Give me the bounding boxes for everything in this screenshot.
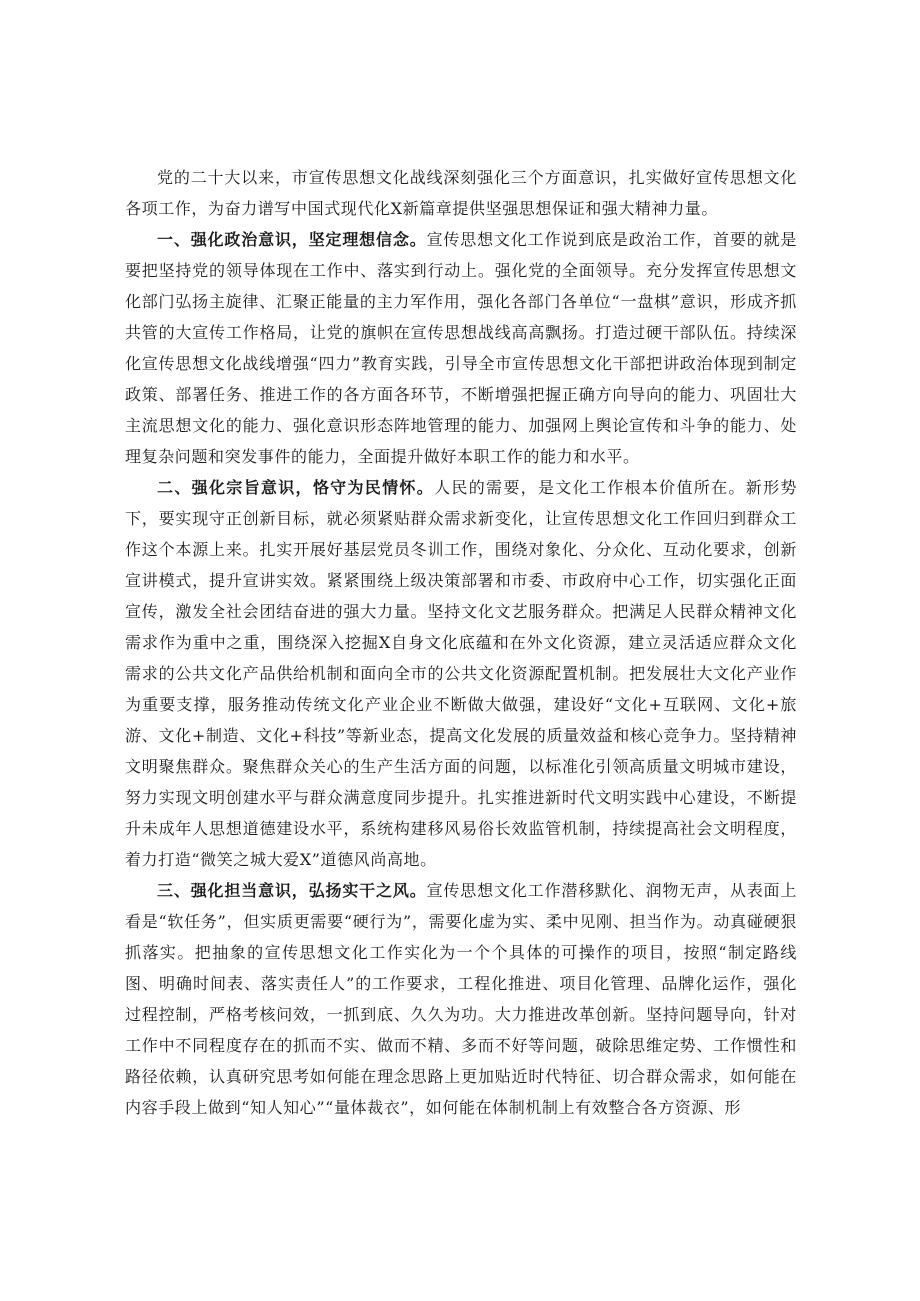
section-responsibility-awareness xyxy=(125,875,797,1123)
section-responsibility-awareness-text: 宣传思想文化工作潜移默化、润物无声，从表面上看是“软任务”，但实质更需要“硬行为”，需要化虚为实、柔中见刚、担当作为。动真碰硬狠抓落实。把抽象的宣传思想文化工作实化为一个个具体的可操作的项目，按照“制定路线图、明确时间表、落实责任人”的工作要求，工程化推进、项目化管理、品牌化运作，强化过程控制，严格考核问效，一抓到底、久久为功。大力推进改革创新。坚持问题导向，针对工作中不同程度存在的抓而不实、做而不精、多而不好等问题，破除思维定势、工作惯性和路径依赖，认真研究思考如何能在理念思路上更加贴近时代特征、切合群众需求，如何能在内容手段上做到“知人知心”“量体裁衣”，如何能在体制机制上有效整合各方资源、形 xyxy=(125,881,797,1117)
section-political-awareness-heading: 一、强化政治意识，坚定理想信念。 xyxy=(157,230,427,249)
section-political-awareness-text: 宣传思想文化工作说到底是政治工作，首要的就是要把坚持党的领导体现在工作中、落实到行动上。强化党的全面领导。充分发挥宣传思想文化部门弘扬主旋律、汇聚正能量的主力军作用，强化各部门各单位“一盘棋”意识，形成齐抓共管的大宣传工作格局，让党的旗帜在宣传思想战线高高飘扬。打造过硬干部队伍。持续深化宣传思想文化战线增强“四力”教育实践，引导全市宣传思想文化干部把讲政治体现到制定政策、部署任务、推进工作的各方面各环节，不断增强把握正确方向导向的能力、巩固壮大主流思想文化的能力、强化意识形态阵地管理的能力、加强网上舆论宣传和斗争的能力、处理复杂问题和突发事件的能力，全面提升做好本职工作的能力和水平。 xyxy=(125,230,797,466)
section-purpose-awareness xyxy=(125,472,797,875)
document-body xyxy=(125,162,797,1123)
section-responsibility-awareness-heading: 三、强化担当意识，弘扬实干之风。 xyxy=(157,881,427,900)
section-purpose-awareness-text: 人民的需要，是文化工作根本价值所在。新形势下，要实现守正创新目标，就必须紧贴群众需求新变化，让宣传思想文化工作回归到群众工作这个本源上来。扎实开展好基层党员冬训工作，围绕对象化、分众化、互动化要求，创新宣讲模式，提升宣讲实效。紧紧围绕上级决策部署和市委、市政府中心工作，切实强化正面宣传，激发全社会团结奋进的强大力量。坚持文化文艺服务群众。把满足人民群众精神文化需求作为重中之重，围绕深入挖掘X自身文化底蕴和在外文化资源，建立灵活适应群众文化需求的公共文化产品供给机制和面向全市的公共文化资源配置机制。把发展壮大文化产业作为重要支撑，服务推动传统文化产业企业不断做大做强，建设好“文化+互联网、文化+旅游、文化+制造、文化+科技”等新业态，提高文化发展的质量效益和核心竞争力。坚持精神文明聚焦群众。聚焦群众关心的生产生活方面的问题，以标准化引领高质量文明城市建设，努力实现文明创建水平与群众满意度同步提升。扎实推进新时代文明实践中心建设，不断提升未成年人思想道德建设水平，系统构建移风易俗长效监管机制，持续提高社会文明程度，着力打造“微笑之城大爱X”道德风尚高地。 xyxy=(125,478,797,869)
intro-paragraph xyxy=(125,162,797,224)
section-purpose-awareness-heading: 二、强化宗旨意识，恪守为民情怀。 xyxy=(157,478,435,497)
intro-paragraph-text: 党的二十大以来，市宣传思想文化战线深刻强化三个方面意识，扎实做好宣传思想文化各项工作，为奋力谱写中国式现代化X新篇章提供坚强思想保证和强大精神力量。 xyxy=(125,168,797,218)
section-political-awareness xyxy=(125,224,797,472)
